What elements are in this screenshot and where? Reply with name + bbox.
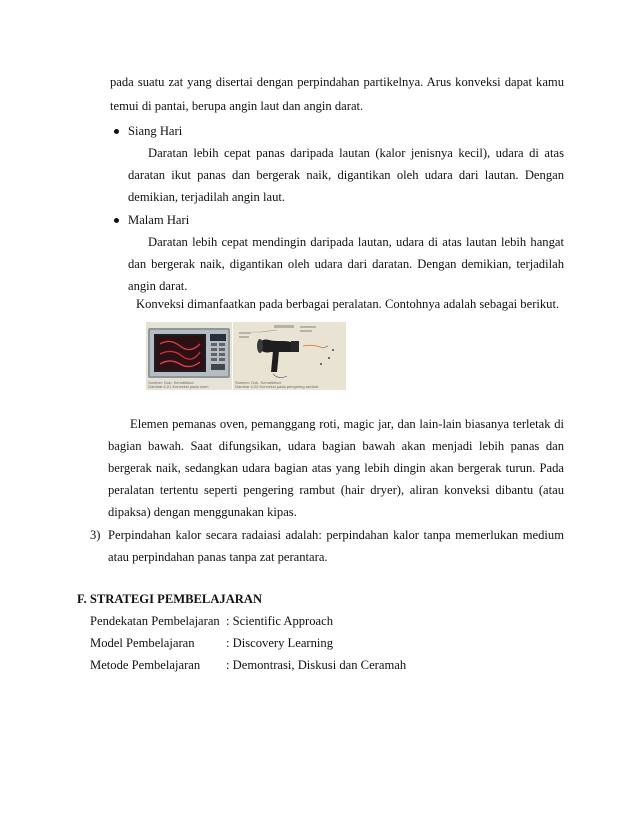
elements-line-4: peralatan tertentu seperti pengering rambut (hair dryer), aliran konveksi dibantu (atau <box>108 483 564 497</box>
elements-line-1: Elemen pemanas oven, pemanggang roti, magic jar, dan lain-lain biasanya terletak di <box>130 417 564 431</box>
bullet-icon <box>114 129 119 134</box>
section-f-heading: F. STRATEGI PEMBELAJARAN <box>77 592 263 606</box>
dryer-caption-source: Sumber: Dok. Kemdikbud <box>235 380 281 385</box>
strategy-value-model: : Discovery Learning <box>226 636 334 650</box>
bullet-malam-line-2: dan bergerak naik, digantikan oleh udara dari daratan. Dengan demikian, terjadilah <box>128 257 564 271</box>
intro-line-1: pada suatu zat yang disertai dengan perpindahan partikelnya. Arus konveksi dapat kamu <box>110 75 564 89</box>
intro-line-2: temui di pantai, berupa angin laut dan angin darat. <box>110 99 364 113</box>
bullet-siang-line-3: demikian, terjadilah angin laut. <box>128 190 286 204</box>
elements-line-5: dipaksa) dengan menggunakan kipas. <box>108 505 297 519</box>
oven-caption-source: Sumber: Dok. Kemdikbud <box>148 380 194 385</box>
item3-line-2: atau perpindahan panas tanpa zat perantara. <box>108 550 328 564</box>
bullet-siang-line-2: daratan ikut panas dan bergerak naik, digantikan oleh udara dari lautan. Dengan <box>128 168 564 182</box>
strategy-value-method: : Demontrasi, Diskusi dan Ceramah <box>226 658 407 672</box>
bullet-malam-line-1: Daratan lebih cepat mendingin daripada lautan, udara di atas lautan lebih hangat <box>148 235 564 249</box>
hair-dryer-figure <box>233 322 346 390</box>
strategy-label-model: Model Pembelajaran <box>90 636 195 650</box>
elements-line-3: bergerak naik, sedangkan udara bagian atas yang lebih dingin akan bergerak turun. Pada <box>108 461 564 475</box>
strategy-value-approach: : Scientific Approach <box>226 614 334 628</box>
bullet-malam-title: Malam Hari <box>128 213 190 227</box>
convection-use-sentence: Konveksi dimanfaatkan pada berbagai peralatan. Contohnya adalah sebagai berikut. <box>136 297 560 311</box>
item3-line-1: Perpindahan kalor secara radaiasi adalah: perpindahan kalor tanpa memerlukan medium <box>108 528 564 542</box>
dryer-caption-title: Gambar 4.22 Konveksi pada pengering rambut <box>235 384 319 389</box>
oven-figure <box>146 322 232 390</box>
strategy-label-method: Metode Pembelajaran <box>90 658 201 672</box>
bullet-malam-line-3: angin darat. <box>128 279 188 293</box>
bullet-siang-line-1: Daratan lebih cepat panas daripada lautan (kalor jenisnya kecil), udara di atas <box>148 146 564 160</box>
oven-caption-title: Gambar 4.21 Konveksi pada oven <box>148 384 209 389</box>
item3-number: 3) <box>90 528 101 542</box>
bullet-siang-title: Siang Hari <box>128 124 183 138</box>
elements-line-2: bagian bawah. Saat difungsikan, udara bagian bawah akan menjadi lebih panas dan <box>108 439 564 453</box>
bullet-icon <box>114 218 119 223</box>
strategy-label-approach: Pendekatan Pembelajaran <box>90 614 220 628</box>
